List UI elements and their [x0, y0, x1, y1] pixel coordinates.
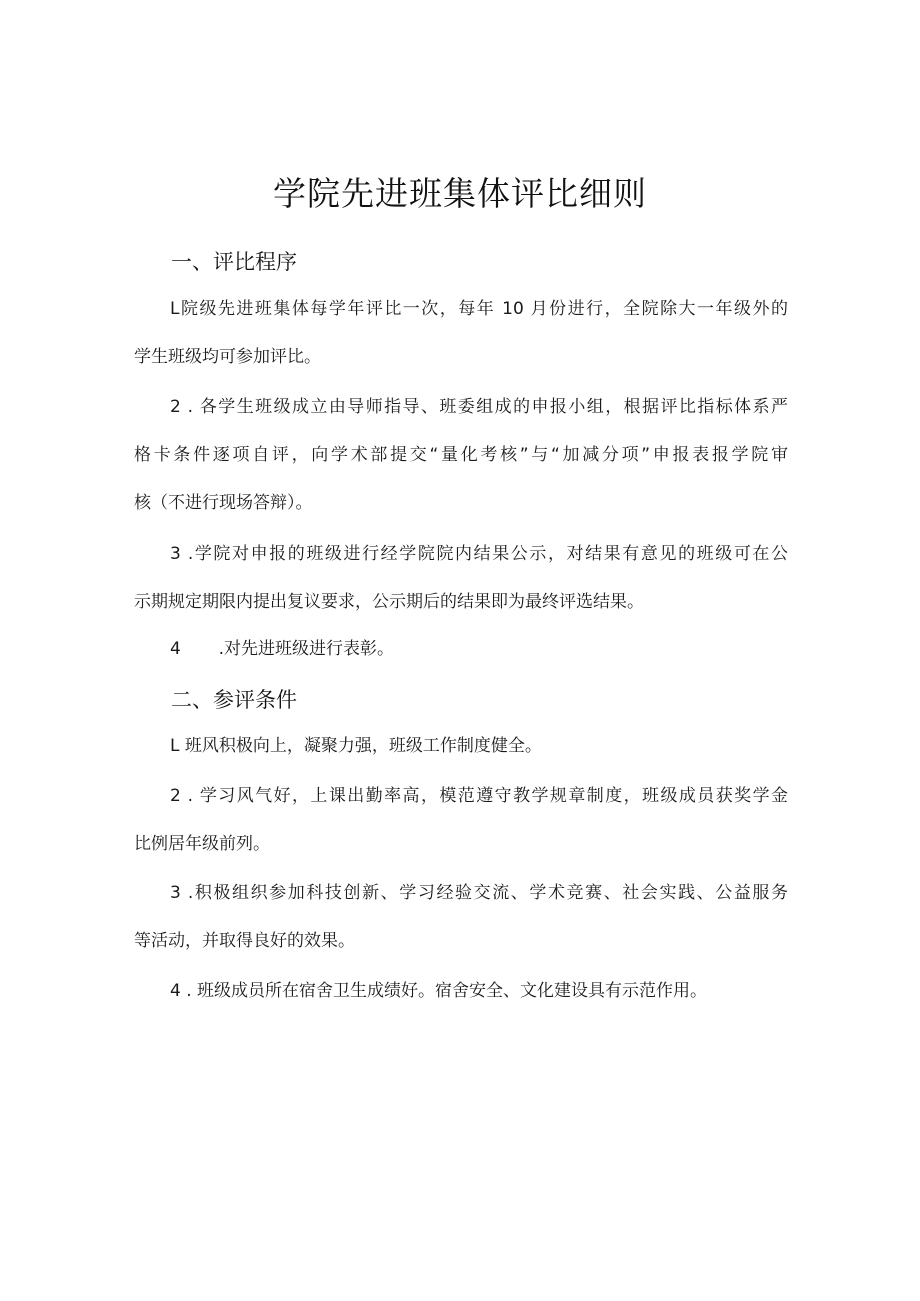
criteria-item-4 [134, 967, 788, 1015]
item-text-line: .学院对申报的班级进行经学院院内结果公示，对结果有意见的班级可在公 [187, 544, 789, 564]
item-text-line: 示期规定期限内提出复议要求，公示期后的结果即为最终评选结果。 [134, 592, 644, 612]
item-text-line: . 学习风气好，上课出勤率高，模范遵守教学规章制度，班级成员获奖学金 [187, 786, 788, 806]
item-number: 4 [170, 639, 181, 659]
item-number: L [170, 299, 180, 319]
section-heading-procedure: 一、评比程序 [171, 250, 297, 274]
item-number: 4 [170, 981, 181, 1001]
procedure-item-1 [134, 285, 788, 381]
item-text-line: 院级先进班集体每学年评比一次，每年 10 月份进行，全院除大一年级外的 [179, 299, 788, 319]
procedure-item-2 [134, 383, 788, 527]
item-number: 3 [170, 883, 181, 903]
item-text-line: . 各学生班级成立由导师指导、班委组成的申报小组，根据评比指标体系严 [187, 397, 788, 417]
item-text-line: 比例居年级前列。 [134, 834, 270, 854]
item-text-line: 格卡条件逐项自评，向学术部提交“量化考核”与“加减分项”申报表报学院审 [134, 445, 788, 465]
document-title: 学院先进班集体评比细则 [273, 174, 647, 213]
item-number: 2 [170, 786, 181, 806]
procedure-item-3 [134, 530, 788, 626]
item-text-line: 等活动，并取得良好的效果。 [134, 931, 355, 951]
section-heading-criteria: 二、参评条件 [171, 688, 297, 712]
item-text-line: .积极组织参加科技创新、学习经验交流、学术竞赛、社会实践、公益服务 [187, 883, 789, 903]
item-text-line: . 班级成员所在宿舍卫生成绩好。宿舍安全、文化建设具有示范作用。 [186, 981, 708, 1001]
item-number: 2 [170, 397, 181, 417]
item-text-line: .对先进班级进行表彰。 [218, 639, 395, 659]
criteria-item-2 [134, 772, 788, 868]
item-number: L [170, 736, 180, 756]
item-number: 3 [170, 544, 181, 564]
criteria-item-1 [134, 722, 788, 770]
item-text-line: 学生班级均可参加评比。 [134, 347, 321, 367]
item-text-line: 班风积极向上，凝聚力强，班级工作制度健全。 [184, 736, 542, 756]
criteria-item-3 [134, 869, 788, 965]
procedure-item-4 [134, 625, 788, 673]
item-text-line: 核（不进行现场答辩）。 [134, 493, 313, 513]
